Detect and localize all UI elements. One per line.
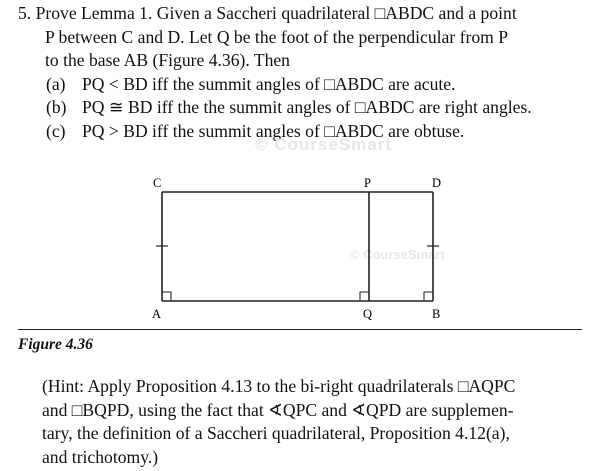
- part-a-text: PQ < BD iff the summit angles of □ABDC are acute.: [82, 73, 456, 94]
- part-a-tag: (a): [46, 73, 66, 94]
- label-a: A: [152, 307, 162, 321]
- part-b-text: PQ ≅ BD iff the the summit angles of □ABDC are right angles.: [82, 97, 532, 117]
- part-b-tag: (b): [46, 97, 67, 117]
- figure-caption: Figure 4.36: [18, 336, 93, 353]
- hint-line-3: tary, the definition of a Saccheri quadrilateral, Proposition 4.12(a),: [42, 423, 510, 444]
- right-angle-a: [162, 292, 171, 301]
- label-q: Q: [363, 307, 373, 321]
- exercise-line-2: P between C and D. Let Q be the foot of the perpendicular from P: [45, 26, 509, 47]
- label-c: C: [153, 176, 162, 190]
- exercise-line-1: 5. Prove Lemma 1. Given a Saccheri quadrilateral □ABDC and a point: [18, 3, 517, 23]
- exercise-line-3: to the base AB (Figure 4.36). Then: [45, 50, 290, 70]
- label-p: P: [364, 176, 371, 190]
- part-c-tag: (c): [46, 120, 66, 141]
- right-angle-q: [360, 292, 369, 301]
- watermark-top: © CourseSmart: [255, 135, 393, 154]
- label-d: D: [432, 176, 442, 190]
- hint-line-4: and trichotomy.): [42, 446, 159, 467]
- watermark-figure: © CourseSmart: [350, 247, 445, 262]
- caption-rule: [18, 329, 582, 330]
- part-c-text: PQ > BD iff the summit angles of □ABDC are obtuse.: [82, 120, 465, 141]
- label-b: B: [432, 307, 441, 321]
- right-angle-b: [424, 292, 433, 301]
- hint-text: [42, 375, 592, 469]
- hint-line-1: (Hint: Apply Proposition 4.13 to the bi-right quadrilaterals □AQPC: [42, 376, 516, 396]
- hint-line-2: and □BQPD, using the fact that ∢QPC and ∢QPD are supplemen-: [42, 399, 514, 420]
